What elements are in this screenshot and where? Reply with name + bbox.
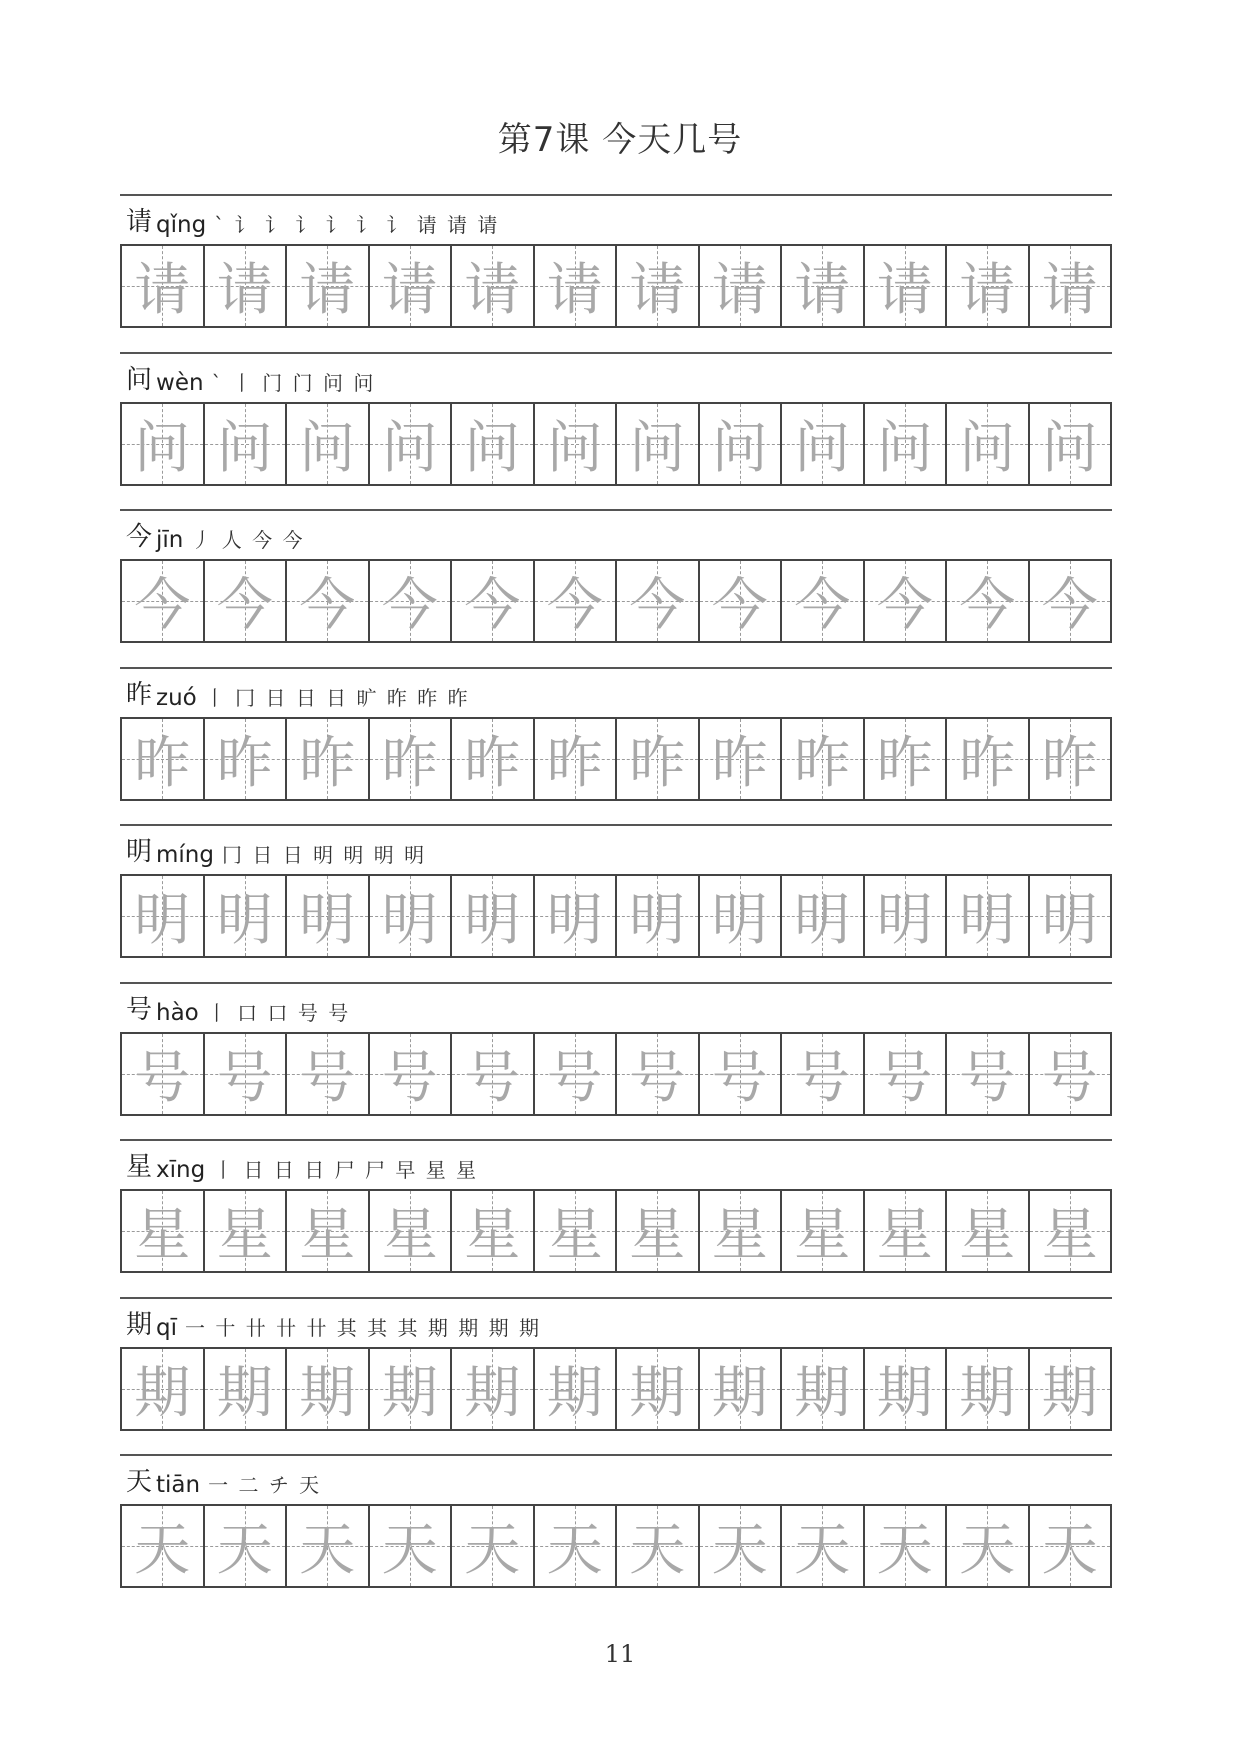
practice-cell[interactable] [205, 246, 288, 326]
character-heading [120, 984, 1112, 1030]
tracing-character: 号 [629, 1045, 686, 1111]
practice-cell[interactable] [782, 561, 865, 641]
practice-cell[interactable] [865, 404, 948, 484]
tracing-character: 问 [216, 415, 273, 481]
pinyin: míng [156, 842, 214, 868]
tracing-character: 今 [711, 573, 768, 638]
tracing-character: 今 [134, 573, 191, 638]
stroke-order: 冂 日 日 明 明 明 明 [222, 843, 427, 867]
character-section [120, 354, 1112, 486]
practice-cell[interactable] [617, 1034, 700, 1114]
practice-cell[interactable] [1030, 1349, 1111, 1429]
practice-cell[interactable] [370, 719, 453, 799]
tracing-character: 昨 [216, 730, 273, 796]
tracing-character: 今 [794, 573, 851, 638]
practice-cell[interactable] [617, 719, 700, 799]
practice-cell[interactable] [947, 404, 1030, 484]
tracing-character: 昨 [299, 730, 356, 796]
heading-character: 今 [126, 522, 153, 552]
practice-cell[interactable] [617, 246, 700, 326]
tracing-character: 问 [959, 415, 1016, 481]
practice-cell[interactable] [1030, 1506, 1111, 1586]
tracing-character: 星 [876, 1203, 933, 1268]
heading-character: 问 [126, 364, 153, 395]
practice-cell[interactable] [122, 1506, 205, 1586]
practice-cell[interactable] [122, 1034, 205, 1114]
practice-cell[interactable] [452, 1349, 535, 1429]
stroke-order: 一 二 チ 天 [208, 1473, 322, 1497]
practice-cell[interactable] [452, 876, 535, 956]
tracing-character: 期 [1041, 1360, 1098, 1426]
practice-cell[interactable] [452, 1191, 535, 1271]
practice-cell[interactable] [205, 719, 288, 799]
practice-cell[interactable] [370, 404, 453, 484]
tracing-character: 问 [629, 415, 686, 481]
practice-cell[interactable] [700, 1191, 783, 1271]
tracing-character: 号 [876, 1045, 933, 1111]
tracing-character: 天 [711, 1518, 768, 1583]
character-section [120, 669, 1112, 801]
practice-cell[interactable] [700, 1349, 783, 1429]
practice-cell[interactable] [1030, 876, 1111, 956]
tracing-character: 明 [794, 888, 851, 953]
tracing-character: 明 [216, 888, 273, 953]
tracing-character: 天 [546, 1518, 603, 1583]
practice-cell[interactable] [1030, 404, 1111, 484]
tracing-character: 今 [1041, 573, 1098, 638]
practice-cell[interactable] [535, 1034, 618, 1114]
page-title: 第7课 今天几号 [497, 120, 743, 160]
tracing-character: 天 [299, 1518, 356, 1583]
tracing-character: 号 [711, 1045, 768, 1111]
heading-character: 天 [126, 1467, 153, 1497]
practice-cell[interactable] [535, 246, 618, 326]
tracing-character: 号 [299, 1045, 356, 1111]
tracing-character: 天 [959, 1518, 1016, 1583]
tracing-character: 问 [134, 415, 191, 481]
tracing-character: 请 [876, 258, 933, 323]
practice-cell[interactable] [617, 1191, 700, 1271]
tracing-character: 星 [959, 1203, 1016, 1268]
character-section [120, 984, 1112, 1116]
stroke-order: 丨 冂 日 日 日 旷 昨 昨 昨 [204, 685, 470, 710]
tracing-character: 请 [381, 258, 438, 323]
practice-cell[interactable] [782, 1191, 865, 1271]
practice-cell[interactable] [617, 876, 700, 956]
practice-cell[interactable] [947, 1506, 1030, 1586]
pinyin: wèn [156, 369, 204, 396]
practice-cell[interactable] [700, 1034, 783, 1114]
pinyin: zuó [156, 684, 197, 711]
tracing-character: 明 [134, 888, 191, 953]
practice-cell[interactable] [287, 876, 370, 956]
practice-cell[interactable] [370, 561, 453, 641]
tracing-character: 明 [381, 888, 438, 953]
tracing-character: 昨 [381, 730, 438, 796]
practice-cell[interactable] [617, 561, 700, 641]
tracing-character: 问 [876, 415, 933, 481]
practice-cell[interactable] [535, 1506, 618, 1586]
practice-cell[interactable] [287, 1034, 370, 1114]
practice-cell[interactable] [782, 1349, 865, 1429]
practice-cell[interactable] [287, 1506, 370, 1586]
practice-cell[interactable] [947, 246, 1030, 326]
practice-cell[interactable] [535, 1191, 618, 1271]
practice-cell[interactable] [782, 404, 865, 484]
tracing-character: 今 [546, 573, 603, 638]
tracing-character: 天 [629, 1518, 686, 1583]
practice-cell[interactable] [700, 561, 783, 641]
practice-cell[interactable] [205, 1034, 288, 1114]
tracing-character: 天 [464, 1518, 521, 1583]
tracing-character: 星 [629, 1203, 686, 1268]
character-section [120, 1299, 1112, 1431]
tracing-character: 今 [216, 573, 273, 638]
tracing-character: 请 [216, 258, 273, 323]
practice-cell[interactable] [617, 1506, 700, 1586]
practice-cell[interactable] [205, 1349, 288, 1429]
practice-cell[interactable] [947, 1349, 1030, 1429]
practice-cell[interactable] [865, 1506, 948, 1586]
practice-cell[interactable] [1030, 719, 1111, 799]
tracing-character: 请 [546, 258, 603, 323]
practice-cell[interactable] [617, 404, 700, 484]
tracing-character: 昨 [711, 730, 768, 796]
character-heading [120, 1456, 1112, 1502]
stroke-order: 丨 日 日 日 尸 尸 早 星 星 [213, 1158, 479, 1182]
tracing-character: 昨 [464, 730, 521, 796]
practice-cell[interactable] [947, 719, 1030, 799]
practice-cell[interactable] [947, 561, 1030, 641]
tracing-character: 明 [464, 888, 521, 953]
practice-cell[interactable] [122, 876, 205, 956]
pinyin: hào [156, 999, 199, 1026]
practice-cell[interactable] [370, 1349, 453, 1429]
tracing-character: 号 [134, 1045, 191, 1111]
tracing-character: 天 [876, 1518, 933, 1583]
tracing-character: 期 [216, 1360, 273, 1426]
practice-cell[interactable] [535, 561, 618, 641]
practice-cell[interactable] [452, 246, 535, 326]
practice-grid [120, 244, 1112, 328]
tracing-character: 星 [216, 1203, 273, 1268]
character-heading [120, 826, 1112, 872]
practice-cell[interactable] [205, 1506, 288, 1586]
tracing-character: 今 [299, 573, 356, 638]
practice-cell[interactable] [370, 1191, 453, 1271]
tracing-character: 天 [216, 1518, 273, 1583]
character-section [120, 511, 1112, 643]
practice-cell[interactable] [1030, 561, 1111, 641]
heading-character: 昨 [126, 679, 153, 710]
practice-cell[interactable] [205, 404, 288, 484]
tracing-character: 号 [546, 1045, 603, 1111]
tracing-character: 号 [1041, 1045, 1098, 1111]
practice-cell[interactable] [700, 404, 783, 484]
tracing-character: 星 [299, 1203, 356, 1268]
practice-cell[interactable] [370, 1034, 453, 1114]
character-heading [120, 669, 1112, 715]
practice-cell[interactable] [535, 876, 618, 956]
character-heading [120, 511, 1112, 557]
tracing-character: 天 [1041, 1518, 1098, 1583]
tracing-character: 昨 [1041, 730, 1098, 796]
practice-cell[interactable] [205, 561, 288, 641]
practice-cell[interactable] [1030, 1034, 1111, 1114]
tracing-character: 请 [794, 258, 851, 323]
practice-cell[interactable] [782, 876, 865, 956]
tracing-character: 问 [711, 415, 768, 481]
tracing-character: 号 [794, 1045, 851, 1111]
tracing-character: 期 [629, 1360, 686, 1426]
practice-cell[interactable] [865, 246, 948, 326]
character-section [120, 1141, 1112, 1273]
tracing-character: 期 [876, 1360, 933, 1426]
practice-grid [120, 1032, 1112, 1116]
tracing-character: 明 [1041, 888, 1098, 953]
tracing-character: 期 [794, 1360, 851, 1426]
character-heading [120, 1141, 1112, 1187]
pinyin: qǐng [156, 212, 207, 238]
practice-cell[interactable] [122, 404, 205, 484]
tracing-character: 问 [464, 415, 521, 481]
tracing-character: 期 [711, 1360, 768, 1426]
practice-cell[interactable] [122, 561, 205, 641]
tracing-character: 星 [794, 1203, 851, 1268]
practice-cell[interactable] [1030, 1191, 1111, 1271]
tracing-character: 天 [381, 1518, 438, 1583]
tracing-character: 期 [381, 1360, 438, 1426]
tracing-character: 今 [381, 573, 438, 638]
tracing-character: 请 [1041, 258, 1098, 323]
pinyin: xīng [156, 1157, 206, 1183]
tracing-character: 问 [299, 415, 356, 481]
practice-cell[interactable] [947, 1034, 1030, 1114]
tracing-character: 问 [381, 415, 438, 481]
practice-cell[interactable] [370, 246, 453, 326]
practice-cell[interactable] [535, 404, 618, 484]
practice-cell[interactable] [947, 876, 1030, 956]
practice-grid [120, 717, 1112, 801]
tracing-character: 号 [216, 1045, 273, 1111]
practice-cell[interactable] [782, 1034, 865, 1114]
stroke-order: ` 讠 讠 讠 讠 讠 讠 请 请 请 [214, 213, 500, 237]
character-section [120, 826, 1112, 958]
practice-cell[interactable] [205, 876, 288, 956]
tracing-character: 天 [134, 1518, 191, 1583]
tracing-character: 请 [134, 258, 191, 323]
practice-grid [120, 874, 1112, 958]
practice-grid [120, 402, 1112, 486]
tracing-character: 期 [134, 1360, 191, 1426]
tracing-character: 星 [464, 1203, 521, 1268]
practice-cell[interactable] [865, 1349, 948, 1429]
practice-cell[interactable] [700, 246, 783, 326]
practice-cell[interactable] [287, 561, 370, 641]
tracing-character: 请 [629, 258, 686, 323]
tracing-character: 昨 [959, 730, 1016, 796]
tracing-character: 今 [464, 573, 521, 638]
practice-cell[interactable] [865, 876, 948, 956]
practice-cell[interactable] [865, 1191, 948, 1271]
practice-grid [120, 1347, 1112, 1431]
character-heading [120, 1299, 1112, 1345]
tracing-character: 问 [1041, 415, 1098, 481]
heading-character: 星 [126, 1152, 153, 1182]
practice-cell[interactable] [865, 719, 948, 799]
pinyin: tiān [156, 1472, 201, 1498]
practice-grid [120, 1504, 1112, 1588]
stroke-order: 丨 口 口 号 号 [206, 1000, 351, 1025]
practice-grid [120, 559, 1112, 643]
tracing-character: 期 [959, 1360, 1016, 1426]
tracing-character: 明 [876, 888, 933, 953]
tracing-character: 明 [546, 888, 603, 953]
pinyin: qī [156, 1314, 178, 1341]
tracing-character: 星 [134, 1203, 191, 1268]
practice-cell[interactable] [700, 1506, 783, 1586]
practice-cell[interactable] [947, 1191, 1030, 1271]
character-section [120, 196, 1112, 328]
tracing-character: 期 [464, 1360, 521, 1426]
tracing-character: 期 [299, 1360, 356, 1426]
practice-cell[interactable] [287, 246, 370, 326]
tracing-character: 今 [876, 573, 933, 638]
tracing-character: 星 [711, 1203, 768, 1268]
practice-cell[interactable] [370, 1506, 453, 1586]
tracing-character: 昨 [134, 730, 191, 796]
tracing-character: 号 [381, 1045, 438, 1111]
stroke-order: 丿 人 今 今 [191, 528, 305, 552]
practice-cell[interactable] [782, 1506, 865, 1586]
practice-cell[interactable] [122, 719, 205, 799]
practice-cell[interactable] [287, 404, 370, 484]
practice-cell[interactable] [287, 1191, 370, 1271]
tracing-character: 星 [381, 1203, 438, 1268]
tracing-character: 请 [299, 258, 356, 323]
practice-cell[interactable] [700, 719, 783, 799]
tracing-character: 请 [959, 258, 1016, 323]
tracing-character: 明 [629, 888, 686, 953]
tracing-character: 请 [711, 258, 768, 323]
character-section [120, 1456, 1112, 1588]
tracing-character: 问 [546, 415, 603, 481]
practice-grid [120, 1189, 1112, 1273]
practice-cell[interactable] [452, 1506, 535, 1586]
practice-cell[interactable] [782, 246, 865, 326]
practice-cell[interactable] [782, 719, 865, 799]
practice-cell[interactable] [535, 1349, 618, 1429]
practice-cell[interactable] [370, 876, 453, 956]
tracing-character: 今 [959, 573, 1016, 638]
tracing-character: 昨 [629, 730, 686, 796]
practice-cell[interactable] [122, 1349, 205, 1429]
tracing-character: 明 [711, 888, 768, 953]
tracing-character: 今 [629, 573, 686, 638]
tracing-character: 明 [959, 888, 1016, 953]
practice-cell[interactable] [617, 1349, 700, 1429]
character-heading [120, 354, 1112, 400]
tracing-character: 天 [794, 1518, 851, 1583]
tracing-character: 明 [299, 888, 356, 953]
heading-character: 号 [126, 994, 153, 1025]
practice-cell[interactable] [452, 719, 535, 799]
practice-cell[interactable] [865, 561, 948, 641]
practice-cell[interactable] [122, 246, 205, 326]
practice-cell[interactable] [205, 1191, 288, 1271]
practice-cell[interactable] [287, 719, 370, 799]
tracing-character: 期 [546, 1360, 603, 1426]
tracing-character: 请 [464, 258, 521, 323]
heading-character: 明 [126, 837, 153, 867]
practice-cell[interactable] [1030, 246, 1111, 326]
tracing-character: 号 [464, 1045, 521, 1111]
stroke-order: ` 丨 门 门 问 问 [211, 370, 376, 395]
tracing-character: 问 [794, 415, 851, 481]
practice-cell[interactable] [452, 561, 535, 641]
practice-cell[interactable] [865, 1034, 948, 1114]
practice-cell[interactable] [535, 719, 618, 799]
page-number: 11 [604, 1640, 636, 1668]
practice-cell[interactable] [700, 876, 783, 956]
character-heading [120, 196, 1112, 242]
tracing-character: 号 [959, 1045, 1016, 1111]
practice-cell[interactable] [452, 1034, 535, 1114]
pinyin: jīn [156, 527, 184, 553]
tracing-character: 昨 [794, 730, 851, 796]
practice-cell[interactable] [122, 1191, 205, 1271]
stroke-order: 一 十 卄 卄 卄 其 其 其 期 期 期 期 [185, 1315, 541, 1340]
practice-cell[interactable] [287, 1349, 370, 1429]
heading-character: 期 [126, 1309, 153, 1340]
tracing-character: 昨 [546, 730, 603, 796]
tracing-character: 昨 [876, 730, 933, 796]
heading-character: 请 [126, 207, 153, 237]
tracing-character: 星 [1041, 1203, 1098, 1268]
practice-cell[interactable] [452, 404, 535, 484]
tracing-character: 星 [546, 1203, 603, 1268]
